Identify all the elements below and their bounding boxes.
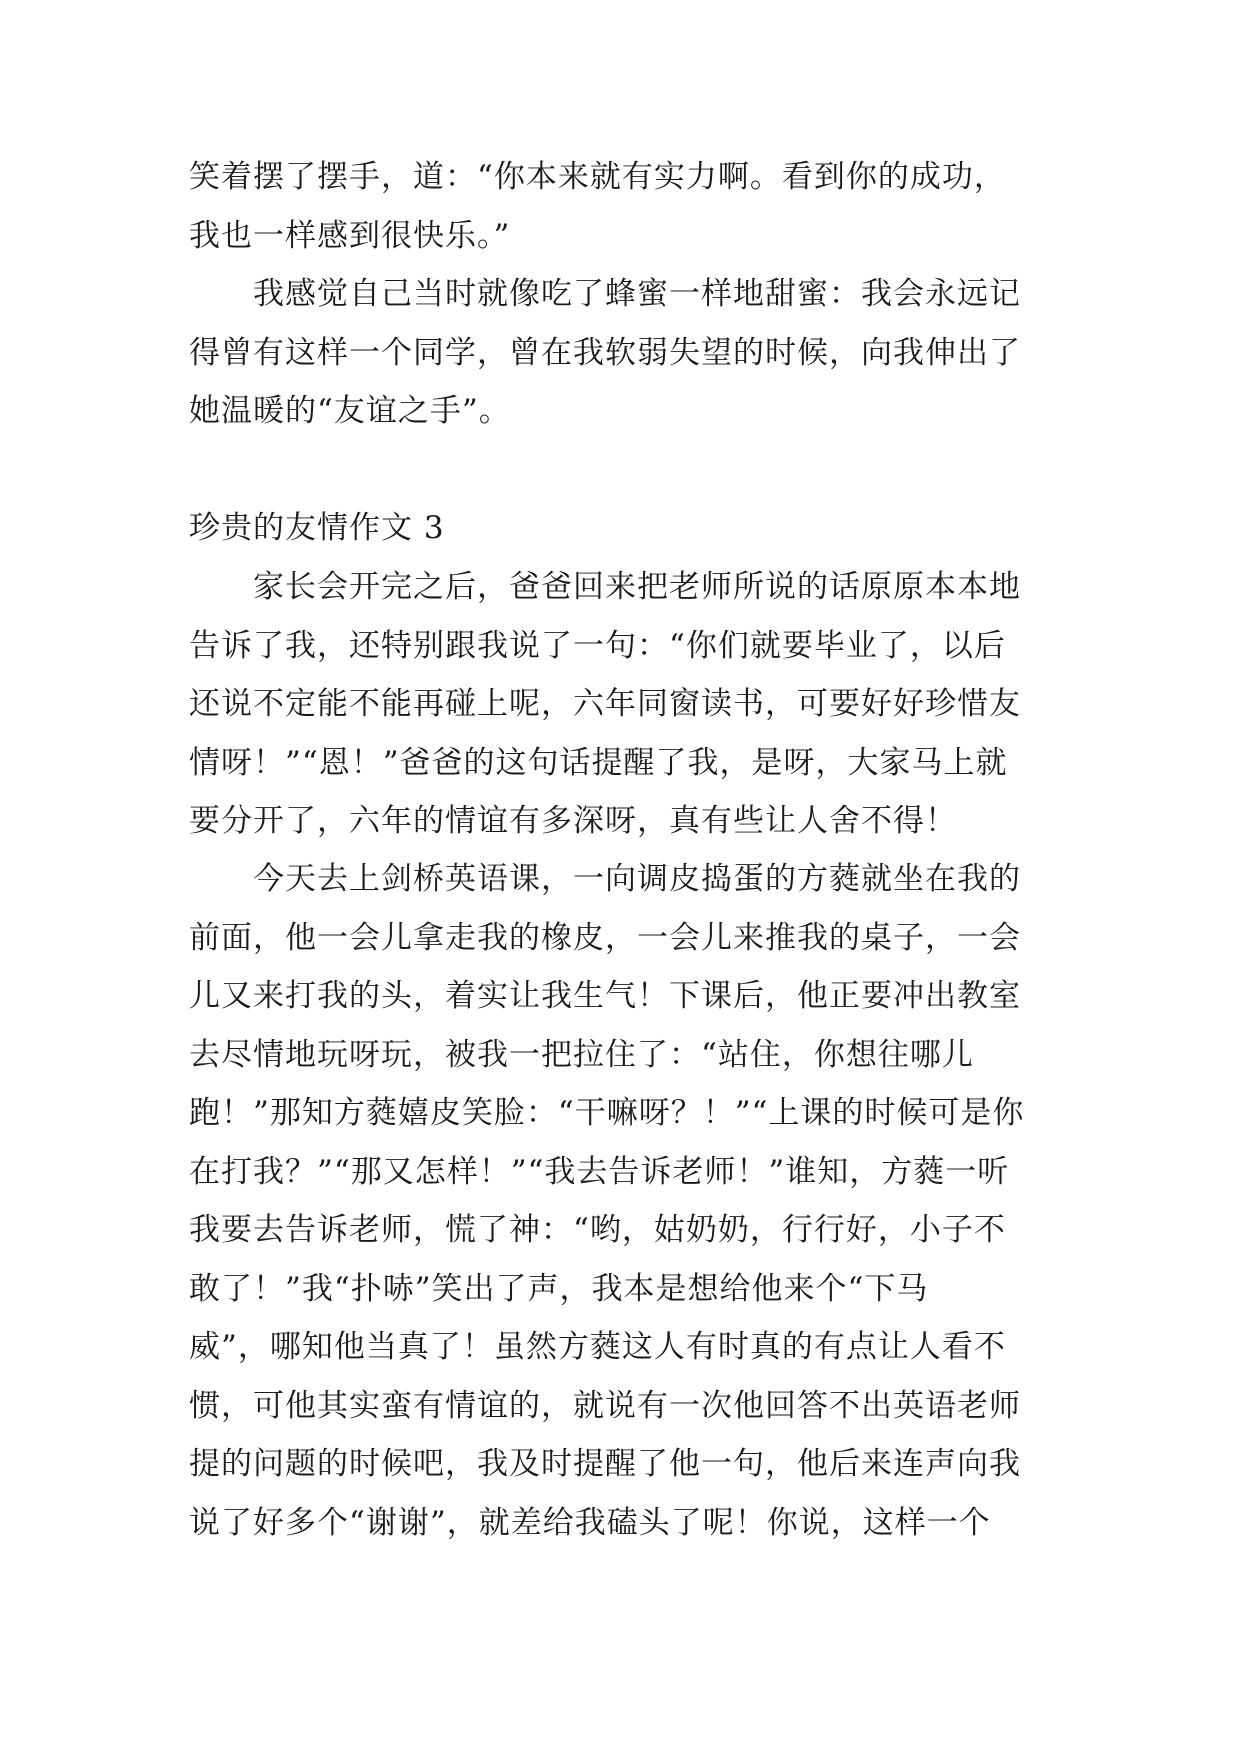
paragraph-3 bbox=[189, 558, 1053, 851]
paragraph-line: 跑！”那知方蕤嬉皮笑脸：“干嘛呀？！”“上课的时候可是你 bbox=[189, 1095, 1025, 1131]
paragraph-line: 儿又来打我的头，着实让我生气！下课后，他正要冲出教室 bbox=[189, 978, 1021, 1014]
paragraph-line: 威”，哪知他当真了！虽然方蕤这人有时真的有点让人看不 bbox=[189, 1329, 1006, 1365]
paragraph-line: 还说不定能不能再碰上呢，六年同窗读书，可要好好珍惜友 bbox=[189, 686, 1021, 722]
paragraph-line: 前面，他一会儿拿走我的橡皮，一会儿来推我的桌子，一会 bbox=[189, 919, 1021, 956]
paragraph-line: 说了好多个“谢谢”，就差给我磕头了呢！你说，这样一个 bbox=[189, 1504, 991, 1541]
paragraph-2 bbox=[189, 265, 1053, 441]
paragraph-line: 敢了！”我“扑哧”笑出了声，我本是想给他来个“下马 bbox=[189, 1270, 929, 1307]
paragraph-line: 我要去告诉老师，慌了神：“哟，姑奶奶，行行好，小子不 bbox=[189, 1212, 1006, 1248]
paragraph-line: 告诉了我，还特别跟我说了一句：“你们就要毕业了，以后 bbox=[189, 627, 1006, 664]
paragraph-line: 情呀！”“恩！”爸爸的这句话提醒了我，是呀，大家马上就 bbox=[189, 744, 1008, 781]
paragraph-line: 我也一样感到很快乐。” bbox=[189, 217, 511, 254]
paragraph-line: 她温暖的“友谊之手”。 bbox=[189, 393, 511, 429]
paragraph-4 bbox=[189, 850, 1053, 1552]
section-title: 珍贵的友情作文 3 bbox=[189, 510, 445, 546]
paragraph-line: 去尽情地玩呀玩，被我一把拉住了：“站住，你想往哪儿 bbox=[189, 1036, 974, 1073]
paragraph-line: 家长会开完之后，爸爸回来把老师所说的话原原本本地 bbox=[253, 569, 1021, 605]
paragraph-line: 笑着摆了摆手，道：“你本来就有实力啊。看到你的成功， bbox=[189, 159, 1006, 195]
section-heading bbox=[189, 499, 1053, 558]
paragraph-line: 我感觉自己当时就像吃了蜂蜜一样地甜蜜：我会永远记 bbox=[253, 276, 1021, 312]
paragraph-1 bbox=[189, 148, 1053, 265]
paragraph-line: 要分开了，六年的情谊有多深呀，真有些让人舍不得！ bbox=[189, 803, 957, 839]
paragraph-line: 惯，可他其实蛮有情谊的，就说有一次他回答不出英语老师 bbox=[189, 1387, 1021, 1424]
paragraph-line: 在打我？”“那又怎样！”“我去告诉老师！”谁知，方蕤一听 bbox=[189, 1153, 1010, 1190]
paragraph-line: 得曾有这样一个同学，曾在我软弱失望的时候，向我伸出了 bbox=[189, 334, 1021, 371]
paragraph-line: 提的问题的时候吧，我及时提醒了他一句，他后来连声向我 bbox=[189, 1446, 1021, 1482]
paragraph-line: 今天去上剑桥英语课，一向调皮捣蛋的方蕤就坐在我的 bbox=[253, 861, 1021, 897]
